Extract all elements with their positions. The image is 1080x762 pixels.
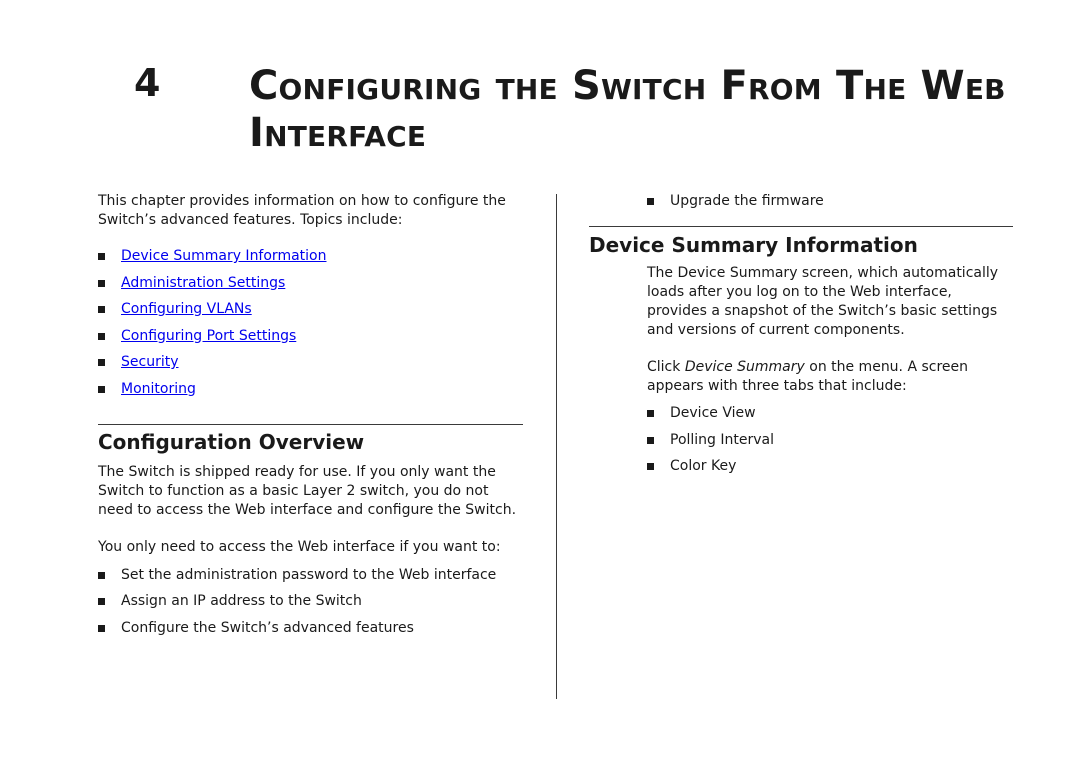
topic-link-security[interactable]: Security bbox=[121, 354, 179, 370]
chapter-title-line-2: Interface bbox=[249, 110, 427, 156]
bullet-icon bbox=[98, 333, 105, 340]
topic-link-port-settings[interactable]: Configuring Port Settings bbox=[121, 327, 297, 344]
list-item bbox=[98, 327, 523, 346]
list-item bbox=[647, 404, 1013, 423]
list-item bbox=[98, 300, 523, 319]
chapter-number: 4 bbox=[134, 61, 161, 105]
list-item-text: Assign an IP address to the Switch bbox=[121, 593, 362, 609]
list-item-text: Set the administration password to the Web interface bbox=[121, 566, 497, 583]
list-item bbox=[647, 192, 1013, 211]
list-item bbox=[98, 247, 523, 266]
list-item-text: Polling Interval bbox=[670, 431, 775, 448]
list-item bbox=[647, 457, 1013, 476]
list-item-text: Configure the Switch’s advanced features bbox=[121, 619, 414, 636]
column-divider bbox=[556, 194, 557, 699]
bullet-icon bbox=[98, 625, 105, 632]
overview-paragraph-1: The Switch is shipped ready for use. If you only want the Switch to function as a basic Layer 2 switch, you do not need to access the Web interface and configure the Switch. bbox=[98, 463, 517, 518]
summary-emphasis: Device Summary bbox=[684, 359, 805, 375]
summary-paragraph-1: The Device Summary screen, which automatically loads after you log on to the Web interface, provides a snapshot of the Switch’s basic settings and versions of current components. bbox=[647, 265, 999, 338]
bullet-icon bbox=[98, 572, 105, 579]
list-item bbox=[98, 353, 523, 372]
list-item-text: Color Key bbox=[670, 458, 737, 474]
section-rule bbox=[589, 226, 1013, 227]
topic-link-device-summary[interactable]: Device Summary Information bbox=[121, 248, 327, 264]
left-column bbox=[98, 192, 523, 645]
list-item-text: Device View bbox=[670, 405, 756, 421]
bullet-icon bbox=[647, 198, 654, 205]
list-item-text: Upgrade the firmware bbox=[670, 193, 824, 209]
section-rule bbox=[98, 424, 523, 425]
bullet-icon bbox=[647, 410, 654, 417]
intro-paragraph: This chapter provides information on how to configure the Switch’s advanced features. Topics include: bbox=[98, 193, 506, 228]
list-item bbox=[98, 619, 523, 638]
summary-paragraph-2 bbox=[589, 358, 1013, 396]
topic-link-administration[interactable]: Administration Settings bbox=[121, 274, 286, 291]
summary-text-pre: Click bbox=[647, 359, 685, 375]
summary-text-post: on the menu. A screen appears with three tabs that include: bbox=[647, 359, 969, 394]
chapter-title-line-1: Configuring the Switch From The Web bbox=[249, 63, 1006, 109]
overview-paragraph-2: You only need to access the Web interface if you want to: bbox=[98, 538, 501, 555]
list-item bbox=[98, 566, 523, 585]
right-column bbox=[589, 192, 1013, 484]
bullet-icon bbox=[647, 437, 654, 444]
topic-link-monitoring[interactable]: Monitoring bbox=[121, 380, 196, 397]
bullet-icon bbox=[98, 280, 105, 287]
continued-list bbox=[589, 192, 1013, 211]
bullet-icon bbox=[647, 463, 654, 470]
bullet-icon bbox=[98, 359, 105, 366]
bullet-icon bbox=[98, 306, 105, 313]
tabs-list bbox=[589, 404, 1013, 476]
list-item bbox=[98, 380, 523, 399]
list-item bbox=[647, 431, 1013, 450]
topic-link-vlans[interactable]: Configuring VLANs bbox=[121, 301, 252, 317]
list-item bbox=[98, 592, 523, 611]
bullet-icon bbox=[98, 386, 105, 393]
list-item bbox=[98, 274, 523, 293]
topics-list bbox=[98, 247, 523, 399]
bullet-icon bbox=[98, 253, 105, 260]
device-summary-heading: Device Summary Information bbox=[589, 233, 918, 257]
overview-list bbox=[98, 566, 523, 638]
bullet-icon bbox=[98, 598, 105, 605]
chapter-title bbox=[249, 63, 1049, 157]
configuration-overview-heading: Configuration Overview bbox=[98, 429, 365, 454]
